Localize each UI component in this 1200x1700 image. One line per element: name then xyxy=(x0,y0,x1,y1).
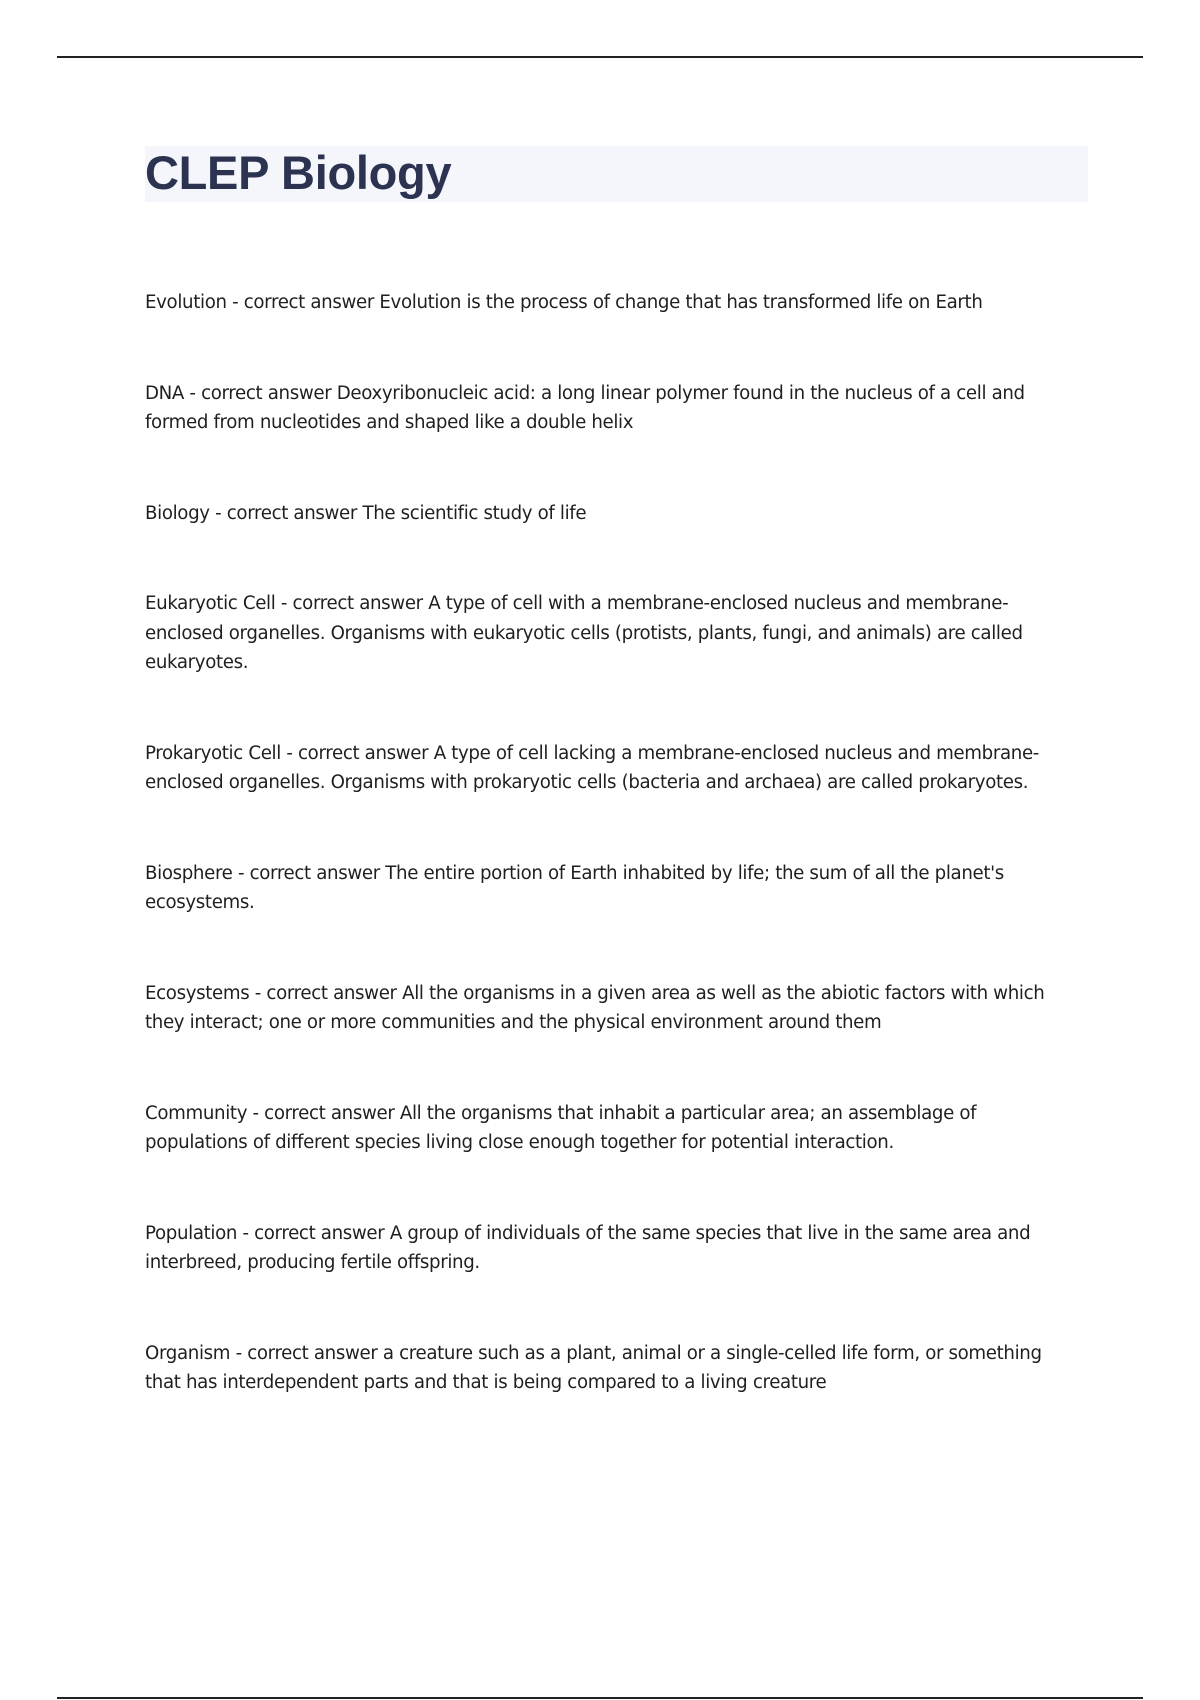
flashcard-entry-community: Community - correct answer All the organisms that inhabit a particular area; an assemblage of populations of different species living close enough together for potential interaction. xyxy=(145,1102,977,1153)
flashcard-entry-evolution: Evolution - correct answer Evolution is the process of change that has transformed life on Earth xyxy=(145,292,983,313)
header-rule xyxy=(57,56,1143,58)
flashcard-entry-population: Population - correct answer A group of individuals of the same species that live in the same area and interbreed, producing fertile offspring. xyxy=(145,1222,1031,1273)
flashcard-entry-prokaryotic-cell: Prokaryotic Cell - correct answer A type of cell lacking a membrane-enclosed nucleus and membrane-enclosed organelles. Organisms with prokaryotic cells (bacteria and archaea) are called prokaryotes. xyxy=(145,742,1039,793)
flashcard-entry-organism: Organism - correct answer a creature such as a plant, animal or a single-celled life form, or something that has interdependent parts and that is being compared to a living creature xyxy=(145,1342,1042,1393)
document-title: CLEP Biology xyxy=(145,146,452,199)
flashcard-entry-eukaryotic-cell: Eukaryotic Cell - correct answer A type of cell with a membrane-enclosed nucleus and membrane-enclosed organelles. Organisms with eukaryotic cells (protists, plants, fungi, and animals) are called eukaryotes. xyxy=(145,593,1023,673)
flashcard-entry-biology: Biology - correct answer The scientific study of life xyxy=(145,502,587,524)
flashcard-entry-ecosystems: Ecosystems - correct answer All the organisms in a given area as well as the abiotic factors with which they interact; one or more communities and the physical environment around them xyxy=(145,982,1045,1033)
flashcard-entry-dna: DNA - correct answer Deoxyribonucleic acid: a long linear polymer found in the nucleus of a cell and formed from nucleotides and shaped like a double helix xyxy=(145,382,1025,433)
flashcard-list xyxy=(145,288,1070,1459)
flashcard-entry-biosphere: Biosphere - correct answer The entire portion of Earth inhabited by life; the sum of all the planet's ecosystems. xyxy=(145,862,1004,913)
footer-rule xyxy=(57,1697,1143,1699)
